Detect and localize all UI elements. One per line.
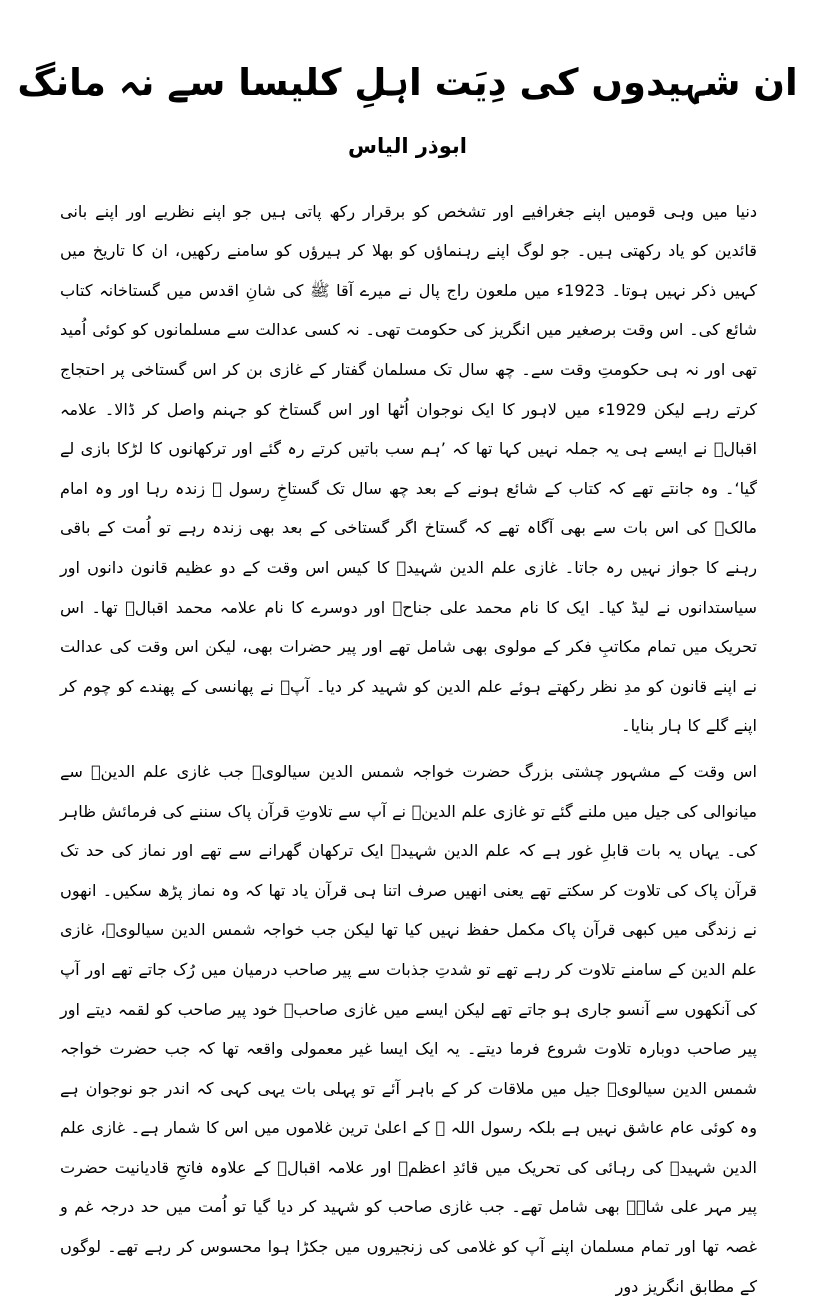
- body-paragraph: اس وقت کے مشہور چشتی بزرگ حضرت خواجہ شمس الدین سیالویؒ جب غازی علم الدینؒ سے میانوالی کی جیل میں ملنے گئے تو غازی علم الدینؒ نے آپ سے تلاوتِ قرآن پاک سننے کی فرمائش ظاہر کی۔ یہاں یہ بات قابلِ غور ہے کہ علم الدین شہیدؒ ایک ترکھان گھرانے سے تھے اور نماز کی حد تک قرآن پاک کی تلاوت کر سکتے تھے یعنی انھیں صرف اتنا ہی قرآن یاد تھا کہ وہ نماز پڑھ سکیں۔ انھوں نے زندگی میں کبھی قرآن پاک مکمل حفظ نہیں کیا تھا لیکن جب خواجہ شمس الدین سیالویؒ، غازی علم الدین کے سامنے تلاوت کر رہے تھے تو شدتِ جذبات سے پیر صاحب درمیان میں رُک جاتے تھے اور آپ کی آنکھوں سے آنسو جاری ہو جاتے تھے لیکن ایسے میں غازی صاحبؒ خود پیر صاحب کو لقمہ دیتے اور پیر صاحب دوبارہ تلاوت شروع فرما دیتے۔ یہ ایک ایسا غیر معمولی واقعہ تھا کہ جب حضرت خواجہ شمس الدین سیالویؒ جیل میں ملاقات کر کے باہر آئے تو پہلی بات یہی کہی کہ اندر جو نوجوان ہے وہ کوئی عام عاشق نہیں ہے بلکہ رسول اللہ ﷺ کے اعلیٰ ترین غلاموں میں اس کا شمار ہے۔ غازی علم الدین شہیدؒ کی رہائی کی تحریک میں قائدِ اعظمؒ اور علامہ اقبالؒ کے علاوہ فاتحِ قادیانیت حضرت پیر مہر علی شاہؒ بھی شامل تھے۔ جب غازی صاحب کو شہید کر دیا گیا تو اُمت میں حد درجہ غم و غصہ تھا اور تمام مسلمان اپنے آپ کو غلامی کی زنجیروں میں جکڑا ہوا محسوس کر رہے تھے۔ لوگوں کے مطابق انگریز دور: [60, 761, 757, 1296]
- page-title: ان شہیدوں کی دِیَت اہلِ کلیسا سے نہ مانگ: [17, 61, 798, 104]
- body-paragraph: دنیا میں وہی قومیں اپنے جغرافیے اور تشخص کو برقرار رکھ پاتی ہیں جو اپنے نظریے اور اپنے بانی قائدین کو یاد رکھتی ہیں۔ جو لوگ اپنے رہنماؤں کو بھلا کر ہیرؤں کو سامنے رکھیں، ان کا تاریخ میں کہیں ذکر نہیں ہوتا۔ 1923ء میں ملعون راج پال نے میرے آقا ﷺ کی شانِ اقدس میں گستاخانہ کتاب شائع کی۔ اس وقت برصغیر میں انگریز کی حکومت تھی۔ نہ کسی عدالت سے مسلمانوں کو کوئی اُمید تھی اور نہ ہی حکومتِ وقت سے۔ چھ سال تک مسلمان گفتار کے غازی بن کر اس گستاخی پر احتجاج کرتے رہے لیکن 1929ء میں لاہور کا ایک نوجوان اُٹھا اور اس گستاخ کو جہنم واصل کر ڈالا۔ علامہ اقبالؒ نے ایسے ہی یہ جملہ نہیں کہا تھا کہ ’ہم سب باتیں کرتے رہ گئے اور ترکھانوں کا لڑکا بازی لے گیا‘۔ وہ جانتے تھے کہ کتاب کے شائع ہونے کے بعد چھ سال تک گستاخِ رسول ﷺ زندہ رہا اور وہ امام مالکؒ کی اس بات سے بھی آگاہ تھے کہ گستاخ اگر گستاخی کے بعد بھی زندہ رہے تو اُمت کے باقی رہنے کا جواز نہیں رہ جاتا۔ غازی علم الدین شہیدؒ کا کیس اس وقت کے دو عظیم قانون دانوں اور سیاستدانوں نے لیڈ کیا۔ ایک کا نام محمد علی جناحؒ اور دوسرے کا نام علامہ محمد اقبالؒ تھا۔ اس تحریک میں تمام مکاتبِ فکر کے مولوی بھی شامل تھے اور پیر حضرات بھی، لیکن اس وقت کی عدالت نے اپنے قانون کو مدِ نظر رکھتے ہوئے علم الدین کو شہید کر دیا۔ آپؒ نے پھانسی کے پھندے کو چوم کر اپنے گلے کا ہار بنایا۔: [60, 201, 757, 736]
- author-byline: ابوذر الیاس: [348, 133, 467, 158]
- article-body: [0, 158, 815, 1306]
